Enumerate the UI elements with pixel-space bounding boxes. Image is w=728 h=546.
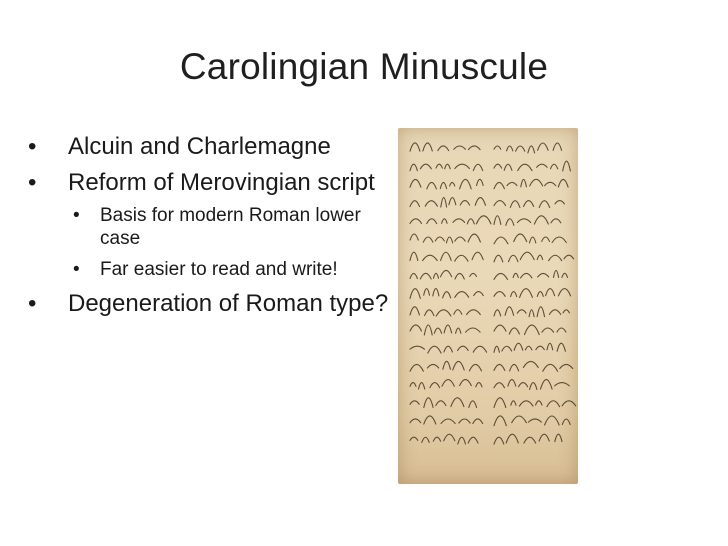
script-line: [494, 216, 561, 226]
bullet-item: [22, 289, 392, 318]
script-line: [410, 289, 483, 299]
bullet-icon: •: [73, 205, 80, 226]
script-line: [410, 380, 482, 389]
sub-bullet-text: Basis for modern Roman lower case: [100, 205, 361, 249]
script-line: [410, 361, 482, 371]
bullet-list: [22, 132, 392, 325]
script-line: [494, 343, 565, 352]
script-line: [410, 307, 480, 316]
bullet-icon: •: [28, 133, 37, 160]
script-line: [494, 398, 576, 408]
slide-title: Carolingian Minuscule: [179, 46, 549, 87]
script-line: [494, 161, 570, 171]
bullet-icon: •: [73, 259, 80, 280]
script-line: [494, 325, 566, 335]
script-line: [410, 164, 483, 171]
script-line: [494, 416, 570, 426]
sub-bullet-text: Far easier to read and write!: [100, 259, 338, 280]
script-line: [410, 143, 480, 151]
bullet-icon: •: [28, 290, 37, 317]
script-line: [494, 434, 562, 444]
script-line: [410, 434, 478, 444]
script-line: [410, 179, 483, 189]
script-line: [410, 270, 477, 279]
script-line: [494, 234, 566, 244]
script-line: [494, 201, 564, 208]
bullet-item: [22, 132, 392, 161]
bullet-item: [22, 168, 392, 197]
bullet-text: Alcuin and Charlemagne: [68, 133, 331, 160]
script-line: [410, 398, 477, 408]
script-line: [494, 143, 562, 153]
script-line: [410, 198, 486, 208]
script-line: [410, 325, 480, 335]
script-line: [494, 289, 571, 298]
script-line: [494, 307, 569, 317]
script-line: [494, 179, 568, 188]
script-line: [494, 252, 574, 262]
script-line: [494, 270, 568, 279]
manuscript-image: [398, 128, 578, 484]
script-line: [410, 216, 491, 224]
bullet-text: Degeneration of Roman type?: [68, 290, 389, 317]
script-line: [410, 416, 483, 424]
sub-bullet-item: [22, 204, 392, 250]
bullet-icon: •: [28, 169, 37, 196]
bullet-text: Reform of Merovingian script: [68, 169, 375, 196]
script-line: [494, 361, 573, 371]
manuscript-script-lines: [398, 128, 578, 484]
script-line: [410, 346, 487, 353]
script-line: [410, 252, 483, 261]
sub-bullet-item: [22, 258, 392, 281]
script-line: [410, 234, 480, 243]
script-line: [494, 380, 569, 390]
